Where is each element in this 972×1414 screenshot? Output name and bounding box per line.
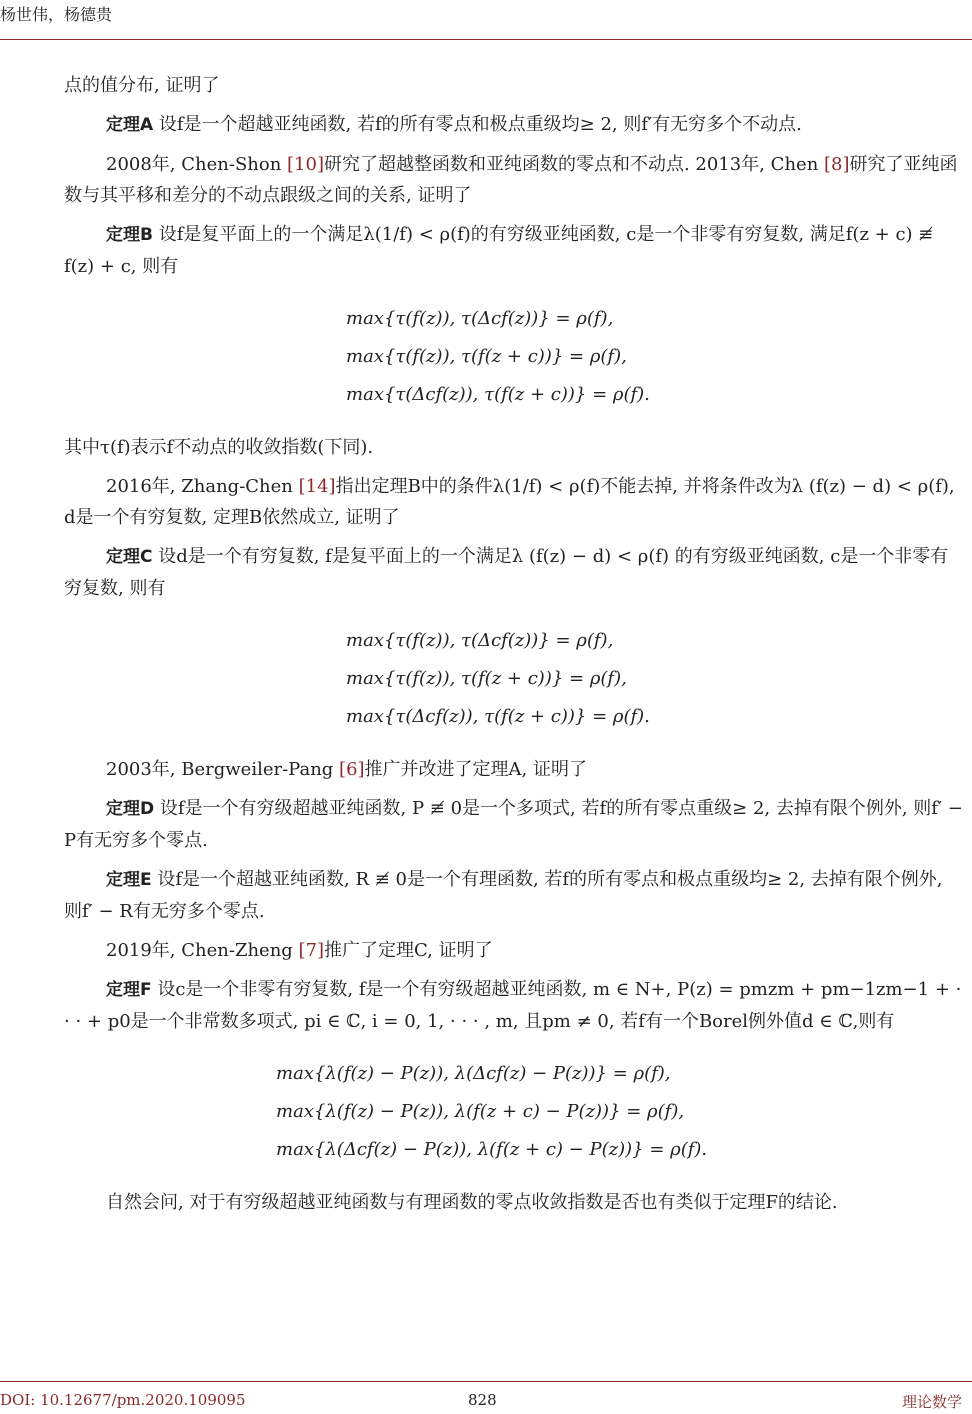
theorem-d — [64, 793, 964, 856]
theorem-text: 设d是一个有穷复数, f是复平面上的一个满足λ (f(z) − d) < ρ(f) 的有穷级亚纯函数, c是一个非零有穷复数, 则有 — [64, 546, 949, 599]
equation: max{τ(f(z)), τ(Δcf(z))} = ρ(f), — [346, 308, 614, 329]
running-authors: 杨世伟，杨德贵 — [0, 5, 113, 24]
theorem-text: 设f是一个超越亚纯函数, 若f的所有零点和极点重级均≥ 2, 则f′有无穷多个不动点. — [153, 114, 802, 135]
paragraph: 其中τ(f)表示f不动点的收敛指数(下同). — [64, 437, 374, 458]
theorem-label: 定理A — [106, 115, 154, 135]
page-header — [0, 0, 972, 40]
footer-rule — [0, 1381, 972, 1382]
theorem-text: 设c是一个非零有穷复数, f是一个有穷级超越亚纯函数, m ∈ N+, P(z) = pmzm + pm−1zm−1 + · · · + p0是一个非常数多项式, pi ∈ ℂ, i = 0, 1, · · · , m, 且pm ≠ 0, 若f有一个Borel例外值d ∈ ℂ,则有 — [64, 979, 962, 1032]
theorem-text: 设f是一个超越亚纯函数, R ≢ 0是一个有理函数, 若f的所有零点和极点重级均≥ 2, 去掉有限个例外, 则f′ − R有无穷多个零点. — [64, 869, 943, 922]
equation: max{τ(f(z)), τ(f(z + c))} = ρ(f), — [346, 668, 627, 689]
paragraph: 2016年, Zhang-Chen [14]指出定理B中的条件λ(1/f) < ρ(f)不能去掉, 并将条件改为λ (f(z) − d) < ρ(f), d是一个有穷复数, 定理B依然成立, 证明了 — [64, 476, 955, 528]
doi-link[interactable]: DOI: 10.12677/pm.2020.109095 — [0, 1391, 246, 1409]
equation-block — [64, 1055, 964, 1169]
theorem-e — [64, 864, 964, 927]
equation-block — [64, 300, 964, 414]
equation: max{τ(f(z)), τ(f(z + c))} = ρ(f), — [346, 346, 627, 367]
theorem-label: 定理F — [106, 980, 152, 1000]
equation: max{τ(Δcf(z)), τ(f(z + c))} = ρ(f). — [346, 384, 650, 405]
equation-block — [64, 622, 964, 736]
theorem-b — [64, 219, 964, 282]
page-footer — [0, 1381, 972, 1414]
theorem-label: 定理C — [106, 547, 153, 567]
equation: max{λ(f(z) − P(z)), λ(f(z + c) − P(z))} = ρ(f), — [276, 1101, 685, 1122]
theorem-label: 定理B — [106, 225, 153, 245]
theorem-label: 定理D — [106, 799, 155, 819]
theorem-text: 设f是复平面上的一个满足λ(1/f) < ρ(f)的有穷级亚纯函数, c是一个非零有穷复数, 满足f(z + c) ≢ f(z) + c, 则有 — [64, 224, 934, 277]
theorem-a — [64, 109, 964, 141]
citation-link[interactable]: [10] — [287, 154, 324, 175]
theorem-text: 设f是一个有穷级超越亚纯函数, P ≢ 0是一个多项式, 若f的所有零点重级≥ 2, 去掉有限个例外, 则f′ − P有无穷多个零点. — [64, 798, 963, 851]
journal-link[interactable]: 理论数学 — [901, 1393, 962, 1411]
equation: max{τ(f(z)), τ(Δcf(z))} = ρ(f), — [346, 630, 614, 651]
paragraph: 自然会问, 对于有穷级超越亚纯函数与有理函数的零点收敛指数是否也有类似于定理F的结论. — [106, 1192, 838, 1213]
citation-link[interactable]: [14] — [298, 476, 336, 497]
paragraph: 点的值分布, 证明了 — [64, 75, 220, 96]
citation-link[interactable]: [6] — [339, 759, 365, 780]
theorem-f — [64, 974, 964, 1037]
citation-link[interactable]: [8] — [824, 154, 850, 175]
paragraph: 2003年, Bergweiler-Pang [6]推广并改进了定理A, 证明了 — [106, 759, 587, 780]
citation-link[interactable]: [7] — [298, 940, 325, 961]
equation: max{τ(Δcf(z)), τ(f(z + c))} = ρ(f). — [346, 706, 650, 727]
paragraph: 2008年, Chen-Shon [10]研究了超越整函数和亚纯函数的零点和不动点. 2013年, Chen [8]研究了亚纯函数与其平移和差分的不动点跟级之间的关系, 证明了 — [64, 154, 958, 206]
header-rule — [0, 39, 972, 40]
paragraph: 2019年, Chen-Zheng [7]推广了定理C, 证明了 — [106, 940, 493, 961]
article-body — [64, 70, 964, 1226]
theorem-label: 定理E — [106, 870, 152, 890]
equation: max{λ(f(z) − P(z)), λ(Δcf(z) − P(z))} = ρ(f), — [276, 1063, 671, 1084]
page-number: 828 — [468, 1391, 497, 1409]
theorem-c — [64, 541, 964, 604]
equation: max{λ(Δcf(z) − P(z)), λ(f(z + c) − P(z))} = ρ(f). — [276, 1139, 708, 1160]
